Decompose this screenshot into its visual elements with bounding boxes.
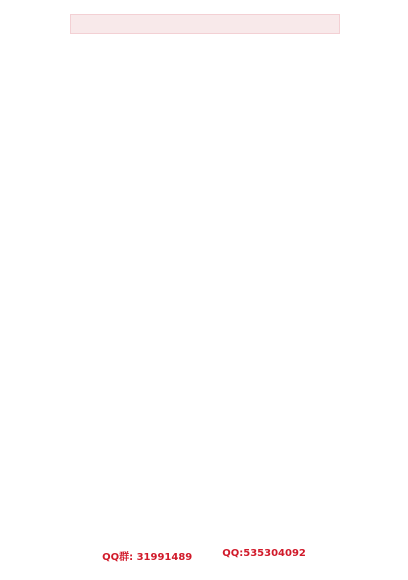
footer-contact xyxy=(0,548,408,563)
header-banner xyxy=(70,14,340,34)
footer-qq-group: QQ群: 31991489 xyxy=(102,552,193,563)
document-body xyxy=(65,40,343,545)
footer-qq: QQ:535304092 xyxy=(222,548,306,559)
